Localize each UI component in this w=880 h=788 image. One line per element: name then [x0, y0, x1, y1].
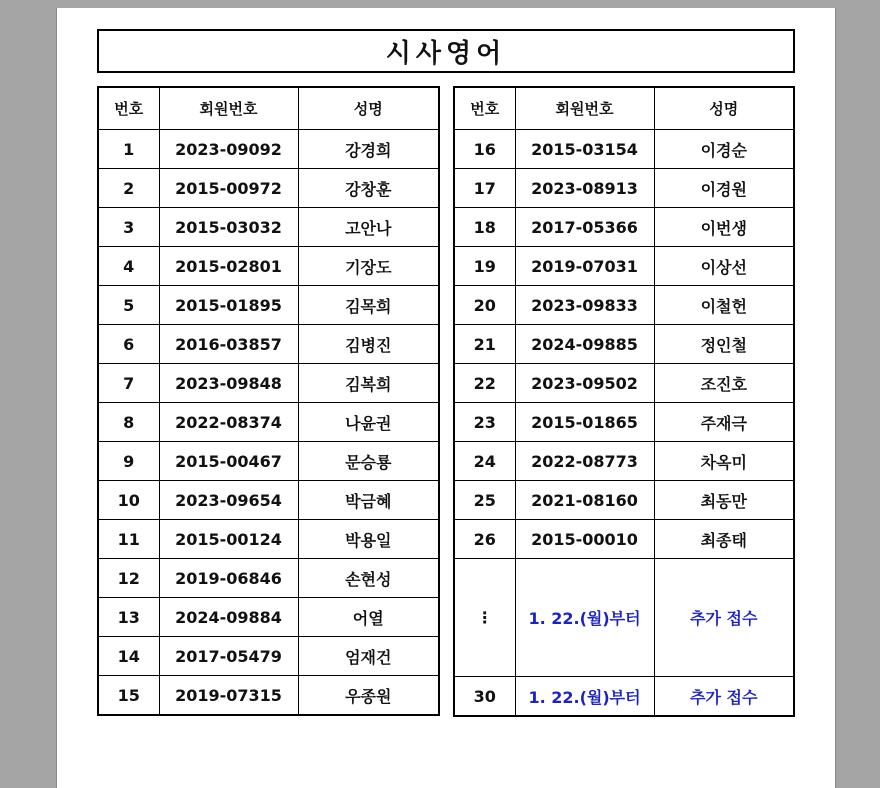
- cell-name: 엄재건: [298, 637, 439, 676]
- cell-name: 김복희: [298, 364, 439, 403]
- table-row: [98, 325, 439, 364]
- cell-no: 8: [98, 403, 159, 442]
- cell-name: 이번생: [654, 208, 794, 247]
- cell-no: 19: [454, 247, 515, 286]
- cell-name: 정인철: [654, 325, 794, 364]
- cell-name: 박금혜: [298, 481, 439, 520]
- cell-name: 최동만: [654, 481, 794, 520]
- cell-member-no: 2015-00972: [159, 169, 298, 208]
- document-page: [56, 8, 836, 788]
- cell-member-no: 2024-09884: [159, 598, 298, 637]
- table-row: [454, 677, 794, 717]
- cell-no: 1: [98, 130, 159, 169]
- table-row: [98, 247, 439, 286]
- cell-no: 2: [98, 169, 159, 208]
- table-row: [454, 442, 794, 481]
- cell-no: 17: [454, 169, 515, 208]
- cell-name: 최종태: [654, 520, 794, 559]
- extra-name: 추가 접수: [654, 559, 794, 677]
- cell-no: 20: [454, 286, 515, 325]
- cell-member-no: 2023-08913: [515, 169, 654, 208]
- cell-name: 우종원: [298, 676, 439, 716]
- table-row: [454, 247, 794, 286]
- cell-no: 4: [98, 247, 159, 286]
- table-row: [454, 169, 794, 208]
- cell-name: 이경원: [654, 169, 794, 208]
- cell-name: 차옥미: [654, 442, 794, 481]
- cell-no: 14: [98, 637, 159, 676]
- cell-no: 15: [98, 676, 159, 716]
- cell-no: 7: [98, 364, 159, 403]
- header-row: [98, 87, 439, 130]
- cell-no: 21: [454, 325, 515, 364]
- cell-no: 10: [98, 481, 159, 520]
- cell-name: 박용일: [298, 520, 439, 559]
- cell-no: 25: [454, 481, 515, 520]
- cell-name: 조진호: [654, 364, 794, 403]
- table-row: [454, 364, 794, 403]
- cell-member-no: 1. 22.(월)부터: [515, 677, 654, 717]
- cell-name: 주재극: [654, 403, 794, 442]
- cell-member-no: 2015-01895: [159, 286, 298, 325]
- table-row: [98, 559, 439, 598]
- table-row: [454, 481, 794, 520]
- table-row: [98, 481, 439, 520]
- cell-no: 6: [98, 325, 159, 364]
- table-row: [454, 286, 794, 325]
- table-row: [98, 286, 439, 325]
- cell-member-no: 2021-08160: [515, 481, 654, 520]
- cell-name: 김목희: [298, 286, 439, 325]
- header-name: 성명: [654, 87, 794, 130]
- table-row: [98, 208, 439, 247]
- cell-no: 3: [98, 208, 159, 247]
- table-row: [98, 364, 439, 403]
- cell-member-no: 2019-07315: [159, 676, 298, 716]
- table-row: [98, 169, 439, 208]
- table-row: [98, 442, 439, 481]
- cell-member-no: 2015-02801: [159, 247, 298, 286]
- cell-member-no: 2015-03032: [159, 208, 298, 247]
- cell-name: 기장도: [298, 247, 439, 286]
- cell-no: 26: [454, 520, 515, 559]
- cell-no: 22: [454, 364, 515, 403]
- cell-no: 12: [98, 559, 159, 598]
- cell-no: 24: [454, 442, 515, 481]
- cell-no: 5: [98, 286, 159, 325]
- table-row: [98, 637, 439, 676]
- extra-member-no: 1. 22.(월)부터: [515, 559, 654, 677]
- cell-name: 고안나: [298, 208, 439, 247]
- cell-member-no: 2023-09833: [515, 286, 654, 325]
- table-row: [98, 520, 439, 559]
- table-row: [454, 325, 794, 364]
- cell-no: 16: [454, 130, 515, 169]
- cell-member-no: 2023-09654: [159, 481, 298, 520]
- table-row: [98, 403, 439, 442]
- page-title: 시사영어: [97, 29, 795, 73]
- header-no: 번호: [454, 87, 515, 130]
- cell-member-no: 2015-00124: [159, 520, 298, 559]
- ellipsis-cell: [454, 559, 515, 677]
- cell-name: 이상선: [654, 247, 794, 286]
- cell-member-no: 2017-05366: [515, 208, 654, 247]
- cell-name: 김병진: [298, 325, 439, 364]
- cell-name: 나윤권: [298, 403, 439, 442]
- left-roster-table: [97, 86, 440, 716]
- cell-member-no: 2017-05479: [159, 637, 298, 676]
- table-row: [98, 598, 439, 637]
- header-no: 번호: [98, 87, 159, 130]
- cell-name: 강경희: [298, 130, 439, 169]
- cell-name: 어열: [298, 598, 439, 637]
- cell-name: 문승룡: [298, 442, 439, 481]
- cell-name: 손현성: [298, 559, 439, 598]
- header-member-no: 회원번호: [515, 87, 654, 130]
- table-row: [454, 520, 794, 559]
- cell-member-no: 2022-08374: [159, 403, 298, 442]
- cell-member-no: 2023-09848: [159, 364, 298, 403]
- cell-member-no: 2023-09502: [515, 364, 654, 403]
- table-row: [454, 130, 794, 169]
- cell-member-no: 2015-00467: [159, 442, 298, 481]
- cell-name: 이경순: [654, 130, 794, 169]
- cell-member-no: 2019-06846: [159, 559, 298, 598]
- right-roster-table: [453, 86, 795, 717]
- header-name: 성명: [298, 87, 439, 130]
- header-row: [454, 87, 794, 130]
- cell-member-no: 2015-03154: [515, 130, 654, 169]
- cell-no: 18: [454, 208, 515, 247]
- cell-no: 13: [98, 598, 159, 637]
- table-row: [98, 130, 439, 169]
- cell-no: 23: [454, 403, 515, 442]
- cell-name: 이철헌: [654, 286, 794, 325]
- table-row: [454, 403, 794, 442]
- cell-member-no: 2016-03857: [159, 325, 298, 364]
- cell-name: 강창훈: [298, 169, 439, 208]
- cell-name: 추가 접수: [654, 677, 794, 717]
- header-member-no: 회원번호: [159, 87, 298, 130]
- cell-no: 9: [98, 442, 159, 481]
- cell-no: 11: [98, 520, 159, 559]
- table-row: [98, 676, 439, 716]
- cell-member-no: 2015-01865: [515, 403, 654, 442]
- cell-member-no: 2023-09092: [159, 130, 298, 169]
- cell-member-no: 2022-08773: [515, 442, 654, 481]
- cell-member-no: 2024-09885: [515, 325, 654, 364]
- cell-no: 30: [454, 677, 515, 717]
- cell-member-no: 2015-00010: [515, 520, 654, 559]
- vertical-ellipsis: ⋮: [476, 608, 493, 627]
- table-row: [454, 208, 794, 247]
- cell-member-no: 2019-07031: [515, 247, 654, 286]
